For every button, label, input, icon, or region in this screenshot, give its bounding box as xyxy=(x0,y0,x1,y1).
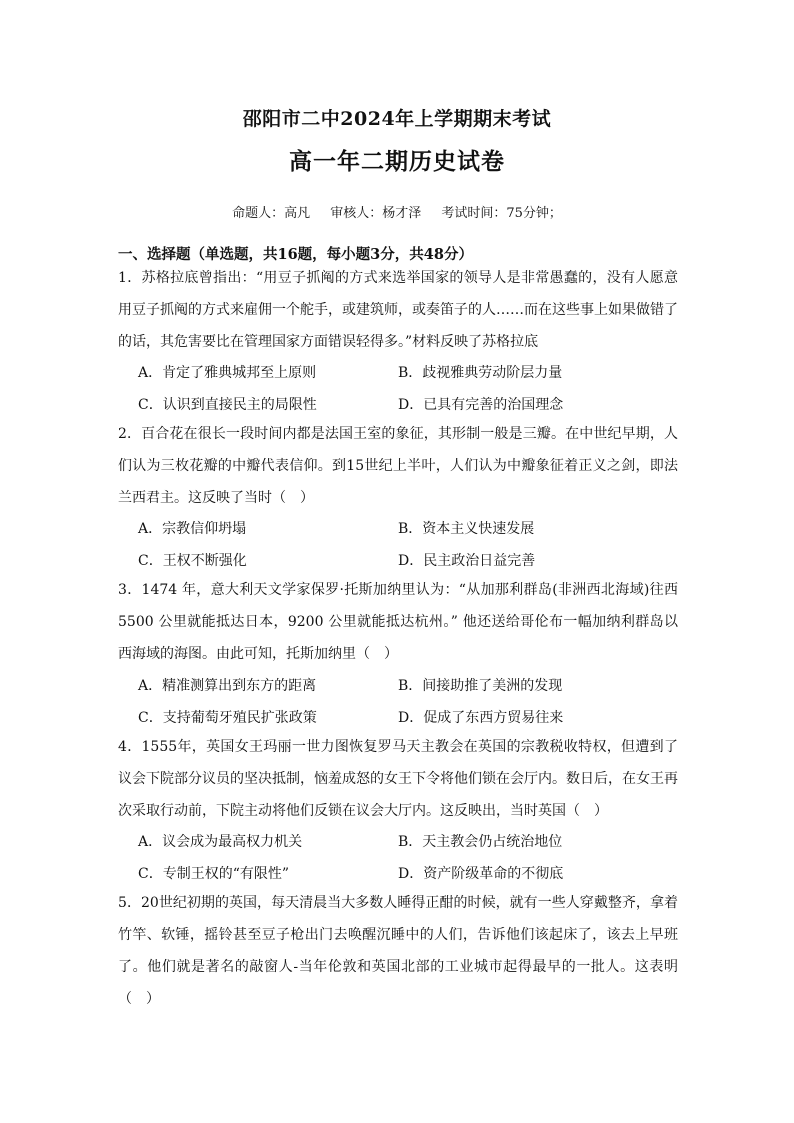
option-a: A．议会成为最高权力机关 xyxy=(138,834,303,850)
question-1-stem: 1．苏格拉底曾指出：“用豆子抓阄的方式来选举国家的领导人是非常愚蠢的，没有人愿意用豆子抓阄的方式来雇佣一个舵手，或建筑师，或奏笛子的人……而在这些事上如果做错了的话，其危害要比在管理国家方面错误轻得多。”材料反映了苏格拉底 xyxy=(118,270,678,350)
question-3-options-row-1 xyxy=(138,675,678,699)
option-b: B．天主教会仍占统治地位 xyxy=(398,834,563,850)
duration-label: 考试时间：75分钟； xyxy=(441,206,562,221)
exam-meta xyxy=(0,202,794,221)
option-d: D．资产阶级革命的不彻底 xyxy=(398,866,564,882)
school-title: 邵阳市二中2024年上学期期末考试 xyxy=(242,108,552,130)
exam-title: 高一年二期历史试卷 xyxy=(289,148,505,175)
option-a: A．肯定了雅典城邦至上原则 xyxy=(138,365,317,381)
question-5-stem: 5．20世纪初期的英国，每天清晨当大多数人睡得正酣的时候，就有一些人穿戴整齐，拿着竹竿、软锤，摇铃甚至豆子枪出门去唤醒沉睡中的人们，告诉他们该起床了，该去上早班了。他们就是著名的敲窗人-当年伦敦和英国北部的工业城市起得最早的一批人。这表明（ ） xyxy=(118,895,678,1007)
question-4-stem: 4．1555年，英国女王玛丽一世力图恢复罗马天主教会在英国的宗教税收特权，但遭到了议会下院部分议员的坚决抵制，恼羞成怒的女王下令将他们锁在会厅内。数日后，在女王再次采取行动前，下院主动将他们反锁在议会大厅内。这反映出，当时英国（ ） xyxy=(118,739,678,819)
option-a: A．宗教信仰坍塌 xyxy=(138,521,247,537)
question-2-options-row-1 xyxy=(138,518,678,542)
section-title: 一、选择题（单选题，共16题，每小题3分，共48分） xyxy=(118,246,473,263)
option-c: C．认识到直接民主的局限性 xyxy=(138,397,317,413)
question-4-options-row-1 xyxy=(138,831,678,855)
option-c: C．支持葡萄牙殖民扩张政策 xyxy=(138,710,317,726)
question-1-options-row-2 xyxy=(138,394,678,418)
option-c: C．专制王权的“有限性” xyxy=(138,866,290,882)
question-1-options-row-1 xyxy=(138,362,678,386)
reviewer-label: 审核人：杨才泽 xyxy=(330,206,422,221)
option-c: C．王权不断强化 xyxy=(138,553,247,569)
question-2-options-row-2 xyxy=(138,550,678,574)
option-d: D．民主政治日益完善 xyxy=(398,553,536,569)
option-b: B．资本主义快速发展 xyxy=(398,521,535,537)
question-3-options-row-2 xyxy=(138,707,678,731)
option-d: D．促成了东西方贸易往来 xyxy=(398,710,564,726)
option-b: B．歧视雅典劳动阶层力量 xyxy=(398,365,563,381)
question-3-stem: 3．1474 年，意大利天文学家保罗·托斯加纳里认为：“从加那利群岛(非洲西北海域)往西5500 公里就能抵达日本，9200 公里就能抵达杭州。” 他还送给哥伦布一幅加纳利群岛以西海域的海图。由此可知，托斯加纳里（ ） xyxy=(118,582,678,662)
question-2-stem: 2．百合花在很长一段时间内都是法国王室的象征，其形制一般是三瓣。在中世纪早期，人们认为三枚花瓣的中瓣代表信仰。到15世纪上半叶，人们认为中瓣象征着正义之剑，即法兰西君主。这反映了当时（ ） xyxy=(118,426,678,506)
author-label: 命题人：高凡 xyxy=(232,206,311,221)
option-d: D．已具有完善的治国理念 xyxy=(398,397,564,413)
option-a: A．精准测算出到东方的距离 xyxy=(138,678,317,694)
option-b: B．间接助推了美洲的发现 xyxy=(398,678,563,694)
question-4-options-row-2 xyxy=(138,863,678,887)
